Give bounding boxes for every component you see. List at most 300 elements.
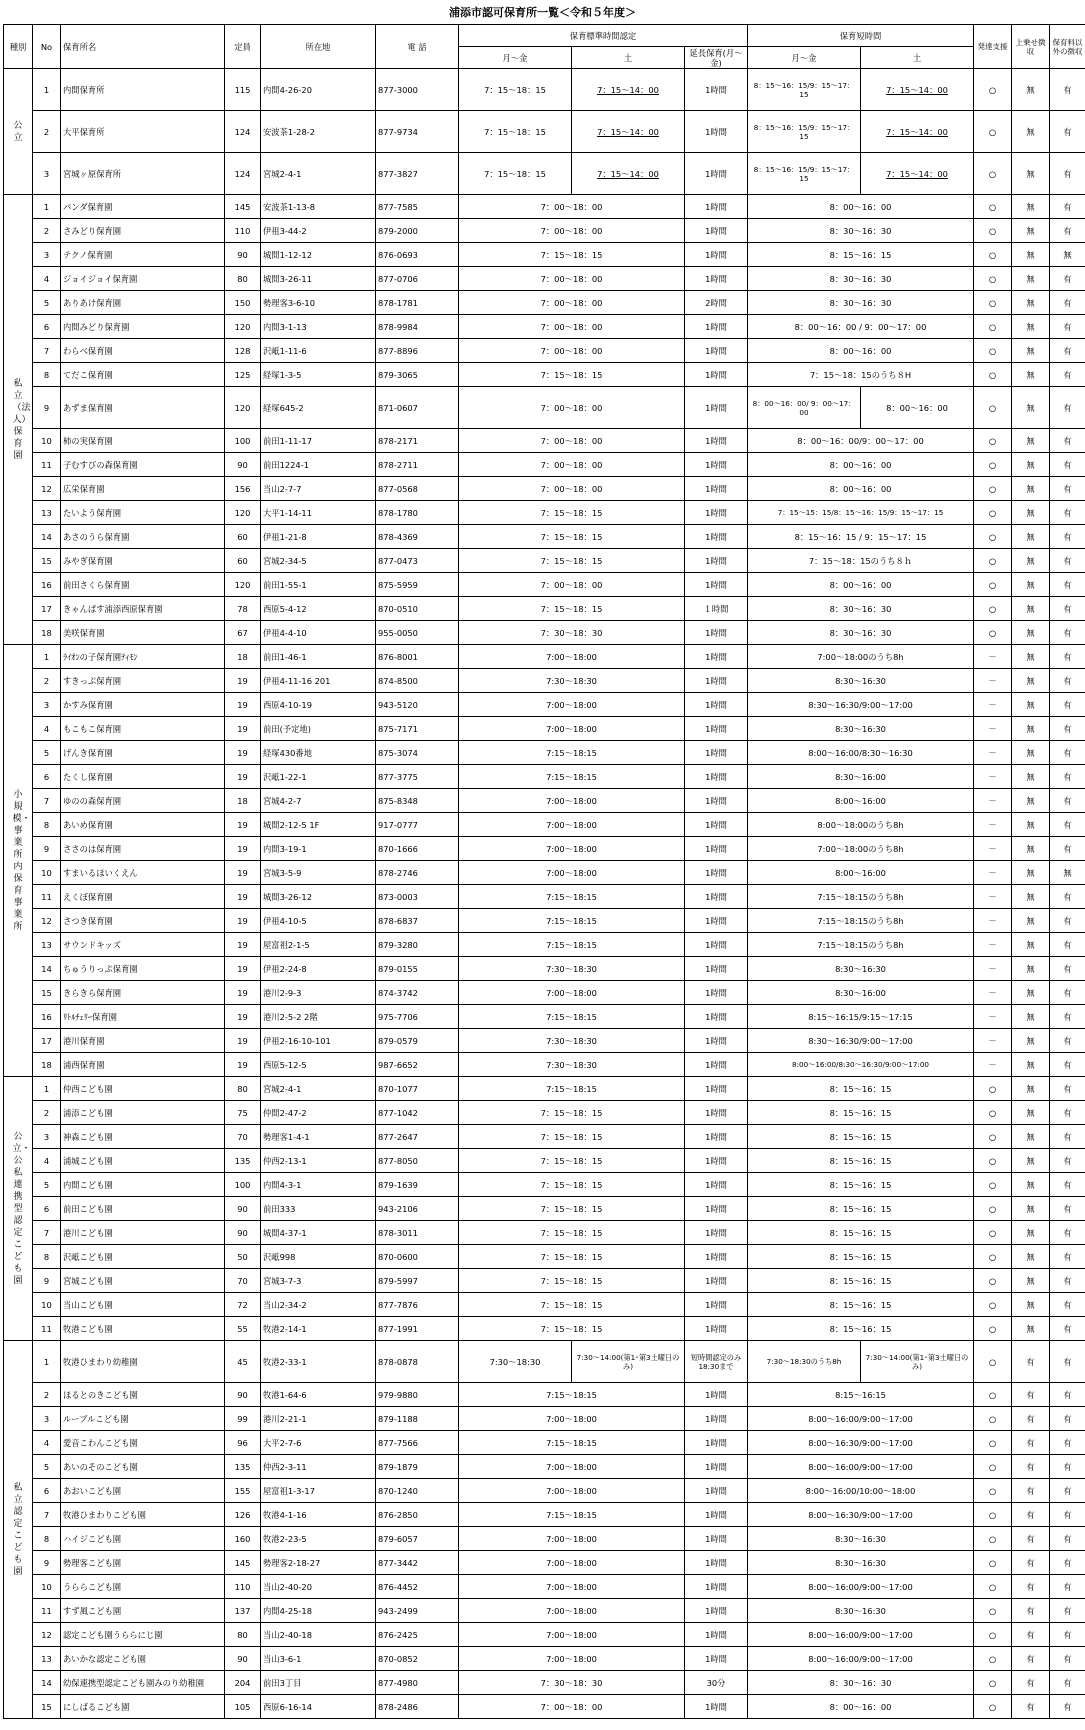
row-number: 9: [33, 1269, 61, 1293]
capacity: 125: [225, 363, 261, 387]
development-support: ○: [974, 1317, 1012, 1341]
nursery-name: あさのうら保育園: [61, 525, 225, 549]
extension-hours: 1時間: [685, 1647, 748, 1671]
nursery-name: ハイジこども園: [61, 1527, 225, 1551]
extension-hours: 1時間: [685, 1293, 748, 1317]
capacity: 19: [225, 741, 261, 765]
row-number: 3: [33, 693, 61, 717]
development-support: ○: [974, 1269, 1012, 1293]
nursery-name: てだこ保育園: [61, 363, 225, 387]
extra-charge: 無: [1012, 549, 1050, 573]
other-fees: 有: [1050, 219, 1085, 243]
phone-number: 955-0050: [376, 621, 459, 645]
table-row: [4, 1101, 1085, 1125]
table-row: [4, 885, 1085, 909]
extension-hours: 1時間: [685, 813, 748, 837]
standard-hours: 7:00～18:00: [459, 837, 685, 861]
nursery-name: 大平保育所: [61, 111, 225, 153]
capacity: 135: [225, 1149, 261, 1173]
extra-charge: 無: [1012, 885, 1050, 909]
row-number: 13: [33, 933, 61, 957]
section-type-label: [4, 195, 33, 645]
nursery-name: きゃんぱす浦添西原保育園: [61, 597, 225, 621]
extra-charge: 無: [1012, 813, 1050, 837]
capacity: 115: [225, 69, 261, 111]
phone-number: 877-8050: [376, 1149, 459, 1173]
standard-hours: 7:30～18:30: [459, 1029, 685, 1053]
phone-number: 875-7171: [376, 717, 459, 741]
standard-hours: 7：15～18：15: [459, 1245, 685, 1269]
short-hours: 7:15～18:15のうち8h: [748, 909, 974, 933]
extension-hours: 短時間認定のみ18:30まで: [685, 1341, 748, 1383]
address: 屋富祖1-3-17: [261, 1479, 376, 1503]
nursery-name: たいよう保育園: [61, 501, 225, 525]
row-number: 2: [33, 219, 61, 243]
phone-number: 879-2000: [376, 219, 459, 243]
extra-charge: 有: [1012, 1647, 1050, 1671]
short-hours: 8：00～16：00: [748, 1695, 974, 1719]
development-support: ○: [974, 243, 1012, 267]
nursery-name: 認定こども園うららにじ園: [61, 1623, 225, 1647]
capacity: 18: [225, 789, 261, 813]
phone-number: 877-7876: [376, 1293, 459, 1317]
address: 前田1-46-1: [261, 645, 376, 669]
short-weekday-hours: 8：00～16：00/ 9：00～17：00: [748, 387, 861, 429]
address: 伊祖3-44-2: [261, 219, 376, 243]
capacity: 19: [225, 981, 261, 1005]
table-row: [4, 315, 1085, 339]
extra-charge: 無: [1012, 525, 1050, 549]
table-row: [4, 645, 1085, 669]
address: 安波茶1-28-2: [261, 111, 376, 153]
nursery-name: 勢理客こども園: [61, 1551, 225, 1575]
header-type: 種別: [4, 25, 33, 69]
row-number: 1: [33, 195, 61, 219]
standard-hours: 7:00～18:00: [459, 1527, 685, 1551]
nursery-name: 美咲保育園: [61, 621, 225, 645]
extra-charge: 無: [1012, 837, 1050, 861]
address: 仲西2-3-11: [261, 1455, 376, 1479]
phone-number: 870-0600: [376, 1245, 459, 1269]
extension-hours: 1時間: [685, 243, 748, 267]
extension-hours: 1時間: [685, 1125, 748, 1149]
standard-weekday-hours: 7：15～18：15: [459, 111, 572, 153]
extension-hours: 1時間: [685, 1431, 748, 1455]
capacity: 204: [225, 1671, 261, 1695]
extra-charge: 無: [1012, 219, 1050, 243]
row-number: 13: [33, 1647, 61, 1671]
address: 港川2-9-3: [261, 981, 376, 1005]
nursery-name: 当山こども園: [61, 1293, 225, 1317]
table-row: [4, 597, 1085, 621]
short-hours: 8:30～16:30: [748, 717, 974, 741]
development-support: ○: [974, 315, 1012, 339]
extension-hours: 1時間: [685, 339, 748, 363]
development-support: ○: [974, 267, 1012, 291]
header-short-weekday: 月～金: [748, 47, 861, 69]
development-support: ○: [974, 453, 1012, 477]
extra-charge: 無: [1012, 597, 1050, 621]
capacity: 19: [225, 885, 261, 909]
other-fees: 有: [1050, 1101, 1085, 1125]
row-number: 9: [33, 387, 61, 429]
phone-number: 874-3742: [376, 981, 459, 1005]
table-row: [4, 813, 1085, 837]
row-number: 1: [33, 69, 61, 111]
short-hours: 8：00～16：00 / 9：00～17：00: [748, 315, 974, 339]
extension-hours: 1時間: [685, 981, 748, 1005]
development-support: －: [974, 933, 1012, 957]
short-hours: 8：15～16：15: [748, 1197, 974, 1221]
capacity: 135: [225, 1455, 261, 1479]
other-fees: 有: [1050, 1077, 1085, 1101]
short-hours: 8：15～16：15: [748, 1293, 974, 1317]
address: 当山2-7-7: [261, 477, 376, 501]
short-hours: 8：00～16：00: [748, 573, 974, 597]
extension-hours: 1時間: [685, 429, 748, 453]
standard-hours: 7:00～18:00: [459, 1623, 685, 1647]
standard-hours: 7：15～18：15: [459, 1125, 685, 1149]
section-type-text: 公立・公私連携型認定こども園: [12, 1131, 31, 1286]
short-hours: 7:00～18:00のうち8h: [748, 837, 974, 861]
table-row: [4, 693, 1085, 717]
nursery-name: 宮城ヶ原保育所: [61, 153, 225, 195]
section-type-text: 公立: [13, 120, 23, 143]
row-number: 3: [33, 243, 61, 267]
standard-hours: 7：30～18：30: [459, 1671, 685, 1695]
phone-number: 879-1639: [376, 1173, 459, 1197]
other-fees: 有: [1050, 501, 1085, 525]
extra-charge: 無: [1012, 1101, 1050, 1125]
address: 牧港2-33-1: [261, 1341, 376, 1383]
phone-number: 878-1781: [376, 291, 459, 315]
capacity: 50: [225, 1245, 261, 1269]
short-hours: 8:00～16:00/10:00～18:00: [748, 1479, 974, 1503]
other-fees: 有: [1050, 765, 1085, 789]
standard-hours: 7：15～18：15: [459, 243, 685, 267]
table-row: [4, 1005, 1085, 1029]
development-support: ○: [974, 1647, 1012, 1671]
standard-hours: 7:30～18:30: [459, 669, 685, 693]
development-support: －: [974, 1053, 1012, 1077]
extension-hours: 30分: [685, 1671, 748, 1695]
extension-hours: 1時間: [685, 1053, 748, 1077]
table-row: [4, 387, 1085, 429]
short-hours: 8:30～16:00: [748, 981, 974, 1005]
capacity: 156: [225, 477, 261, 501]
address: 当山2-34-2: [261, 1293, 376, 1317]
nursery-name: あいかな認定こども園: [61, 1647, 225, 1671]
nursery-name: えくぼ保育園: [61, 885, 225, 909]
extension-hours: 1時間: [685, 1479, 748, 1503]
extra-charge: 無: [1012, 339, 1050, 363]
nursery-name: 幼保連携型認定こども園みのり幼稚園: [61, 1671, 225, 1695]
phone-number: 877-2647: [376, 1125, 459, 1149]
extension-hours: 1時間: [685, 1317, 748, 1341]
address: 前田3丁目: [261, 1671, 376, 1695]
development-support: －: [974, 837, 1012, 861]
other-fees: 有: [1050, 1623, 1085, 1647]
row-number: 12: [33, 1623, 61, 1647]
phone-number: 943-2499: [376, 1599, 459, 1623]
development-support: ○: [974, 291, 1012, 315]
standard-hours: 7:15～18:15: [459, 933, 685, 957]
table-header: [4, 25, 1085, 69]
capacity: 124: [225, 111, 261, 153]
row-number: 5: [33, 1173, 61, 1197]
other-fees: 有: [1050, 291, 1085, 315]
extra-charge: 有: [1012, 1671, 1050, 1695]
standard-hours: 7：15～18：15: [459, 1317, 685, 1341]
row-number: 5: [33, 741, 61, 765]
phone-number: 877-7585: [376, 195, 459, 219]
other-fees: 有: [1050, 597, 1085, 621]
short-hours: 8：15～16：15: [748, 243, 974, 267]
extension-hours: 1時間: [685, 861, 748, 885]
row-number: 8: [33, 1527, 61, 1551]
development-support: ○: [974, 387, 1012, 429]
standard-hours: 7：15～18：15: [459, 1221, 685, 1245]
address: 内間4-3-1: [261, 1173, 376, 1197]
phone-number: 877-3442: [376, 1551, 459, 1575]
table-row: [4, 573, 1085, 597]
section-type-label: [4, 645, 33, 1077]
development-support: ○: [974, 1527, 1012, 1551]
extra-charge: 無: [1012, 1197, 1050, 1221]
development-support: －: [974, 717, 1012, 741]
standard-weekday-hours: 7:30～18:30: [459, 1341, 572, 1383]
capacity: 60: [225, 549, 261, 573]
extra-charge: 無: [1012, 387, 1050, 429]
development-support: －: [974, 789, 1012, 813]
nursery-name: みやぎ保育園: [61, 549, 225, 573]
development-support: ○: [974, 1221, 1012, 1245]
row-number: 5: [33, 291, 61, 315]
header-bus: 上乗せ徴収: [1012, 25, 1050, 69]
nursery-name: げんき保育園: [61, 741, 225, 765]
extension-hours: 1時間: [685, 1551, 748, 1575]
table-row: [4, 1317, 1085, 1341]
row-number: 6: [33, 765, 61, 789]
short-saturday-hours: 7:30～14:00(第1･第3土曜日のみ): [861, 1341, 974, 1383]
phone-number: 877-0706: [376, 267, 459, 291]
extra-charge: 有: [1012, 1407, 1050, 1431]
standard-saturday-hours: 7：15～14：00: [572, 69, 685, 111]
other-fees: 有: [1050, 1527, 1085, 1551]
development-support: ○: [974, 1149, 1012, 1173]
extra-charge: 無: [1012, 1005, 1050, 1029]
nursery-name: 牧港こども園: [61, 1317, 225, 1341]
phone-number: 975-7706: [376, 1005, 459, 1029]
nursery-name: かすみ保育園: [61, 693, 225, 717]
table-row: [4, 1221, 1085, 1245]
capacity: 150: [225, 291, 261, 315]
short-hours: 8：00～16：00: [748, 453, 974, 477]
address: 牧港2-23-5: [261, 1527, 376, 1551]
extra-charge: 無: [1012, 477, 1050, 501]
capacity: 90: [225, 453, 261, 477]
nursery-name: サウンドキッズ: [61, 933, 225, 957]
phone-number: 943-5120: [376, 693, 459, 717]
extra-charge: 無: [1012, 957, 1050, 981]
header-name: 保育所名: [61, 25, 225, 69]
standard-hours: 7：00～18：00: [459, 573, 685, 597]
section-type-label: [4, 69, 33, 195]
short-hours: 8：15～16：15: [748, 1317, 974, 1341]
nursery-name: 沢岻こども園: [61, 1245, 225, 1269]
capacity: 19: [225, 861, 261, 885]
extension-hours: 1時間: [685, 477, 748, 501]
address: 沢岻998: [261, 1245, 376, 1269]
short-hours: 8:15～16:15: [748, 1383, 974, 1407]
address: 前田1-55-1: [261, 573, 376, 597]
capacity: 90: [225, 1197, 261, 1221]
address: 経塚645-2: [261, 387, 376, 429]
phone-number: 879-3280: [376, 933, 459, 957]
row-number: 6: [33, 1197, 61, 1221]
standard-hours: 7：00～18：00: [459, 339, 685, 363]
nursery-name: ルーブルこども園: [61, 1407, 225, 1431]
development-support: ○: [974, 1173, 1012, 1197]
extra-charge: 無: [1012, 693, 1050, 717]
nursery-name: ありあけ保育園: [61, 291, 225, 315]
development-support: ○: [974, 1503, 1012, 1527]
nursery-name: 牧港ひまわりこども園: [61, 1503, 225, 1527]
development-support: ○: [974, 597, 1012, 621]
development-support: ○: [974, 1293, 1012, 1317]
phone-number: 876-4452: [376, 1575, 459, 1599]
short-hours: 8：15～16：15 / 9：15～17：15: [748, 525, 974, 549]
other-fees: 有: [1050, 339, 1085, 363]
standard-saturday-hours: 7：15～14：00: [572, 153, 685, 195]
row-number: 11: [33, 885, 61, 909]
nursery-name: 仲西こども園: [61, 1077, 225, 1101]
table-row: [4, 525, 1085, 549]
table-row: [4, 1671, 1085, 1695]
capacity: 145: [225, 195, 261, 219]
row-number: 12: [33, 909, 61, 933]
phone-number: 870-0852: [376, 1647, 459, 1671]
standard-hours: 7：00～18：00: [459, 453, 685, 477]
table-row: [4, 1647, 1085, 1671]
address: 前田1224-1: [261, 453, 376, 477]
development-support: ○: [974, 1383, 1012, 1407]
capacity: 90: [225, 1647, 261, 1671]
nursery-name: 子むすびの森保育園: [61, 453, 225, 477]
development-support: ○: [974, 1341, 1012, 1383]
standard-hours: 7:00～18:00: [459, 1455, 685, 1479]
other-fees: 有: [1050, 1455, 1085, 1479]
phone-number: 876-0693: [376, 243, 459, 267]
other-fees: 有: [1050, 669, 1085, 693]
address: 港川2-5-2 2階: [261, 1005, 376, 1029]
standard-hours: 7：15～18：15: [459, 1149, 685, 1173]
other-fees: 有: [1050, 1575, 1085, 1599]
development-support: ○: [974, 1407, 1012, 1431]
section-type-label: [4, 1341, 33, 1719]
standard-hours: 7:15～18:15: [459, 1383, 685, 1407]
table-row: [4, 1551, 1085, 1575]
extra-charge: 無: [1012, 243, 1050, 267]
extension-hours: 1時間: [685, 1149, 748, 1173]
other-fees: 有: [1050, 1341, 1085, 1383]
capacity: 72: [225, 1293, 261, 1317]
table-row: [4, 1053, 1085, 1077]
other-fees: 有: [1050, 573, 1085, 597]
nursery-name: わらべ保育園: [61, 339, 225, 363]
extension-hours: 1時間: [685, 669, 748, 693]
short-hours: 8：30～16：30: [748, 597, 974, 621]
capacity: 19: [225, 1029, 261, 1053]
table-row: [4, 501, 1085, 525]
other-fees: 有: [1050, 363, 1085, 387]
table-row: [4, 1455, 1085, 1479]
extension-hours: 1時間: [685, 153, 748, 195]
extra-charge: 無: [1012, 1173, 1050, 1197]
other-fees: 有: [1050, 813, 1085, 837]
address: 前田1-11-17: [261, 429, 376, 453]
other-fees: 有: [1050, 1317, 1085, 1341]
development-support: －: [974, 765, 1012, 789]
extension-hours: 1時間: [685, 315, 748, 339]
other-fees: 有: [1050, 1149, 1085, 1173]
development-support: －: [974, 957, 1012, 981]
extra-charge: 無: [1012, 153, 1050, 195]
development-support: －: [974, 909, 1012, 933]
row-number: 6: [33, 1479, 61, 1503]
address: 伊祖2-16-10-101: [261, 1029, 376, 1053]
capacity: 45: [225, 1341, 261, 1383]
development-support: ○: [974, 621, 1012, 645]
capacity: 19: [225, 837, 261, 861]
extra-charge: 無: [1012, 195, 1050, 219]
capacity: 80: [225, 1077, 261, 1101]
extra-charge: 無: [1012, 789, 1050, 813]
row-number: 11: [33, 453, 61, 477]
extra-charge: 有: [1012, 1479, 1050, 1503]
short-hours: 8:30～16:30/9:00～17:00: [748, 693, 974, 717]
other-fees: 有: [1050, 1647, 1085, 1671]
short-hours: 8:00～16:00/9:00～17:00: [748, 1407, 974, 1431]
short-hours: 8:00～16:00/9:00～17:00: [748, 1575, 974, 1599]
other-fees: 有: [1050, 549, 1085, 573]
capacity: 120: [225, 315, 261, 339]
table-body: [4, 69, 1085, 1719]
table-row: [4, 1407, 1085, 1431]
short-hours: 8:00～16:00/9:00～17:00: [748, 1647, 974, 1671]
standard-hours: 7:15～18:15: [459, 741, 685, 765]
row-number: 10: [33, 429, 61, 453]
standard-hours: 7:15～18:15: [459, 1503, 685, 1527]
standard-hours: 7：15～18：15: [459, 1293, 685, 1317]
standard-hours: 7:00～18:00: [459, 813, 685, 837]
standard-hours: 7:15～18:15: [459, 1005, 685, 1029]
standard-hours: 7:00～18:00: [459, 717, 685, 741]
other-fees: 有: [1050, 1221, 1085, 1245]
development-support: ○: [974, 1455, 1012, 1479]
extension-hours: 1時間: [685, 267, 748, 291]
development-support: ○: [974, 1197, 1012, 1221]
address: 大平2-7-6: [261, 1431, 376, 1455]
development-support: ○: [974, 573, 1012, 597]
table-row: [4, 453, 1085, 477]
section-type-label: [4, 1077, 33, 1341]
phone-number: 879-5997: [376, 1269, 459, 1293]
short-hours: 8：30～16：30: [748, 219, 974, 243]
development-support: ○: [974, 1671, 1012, 1695]
development-support: ○: [974, 1431, 1012, 1455]
address: 牧港4-1-16: [261, 1503, 376, 1527]
